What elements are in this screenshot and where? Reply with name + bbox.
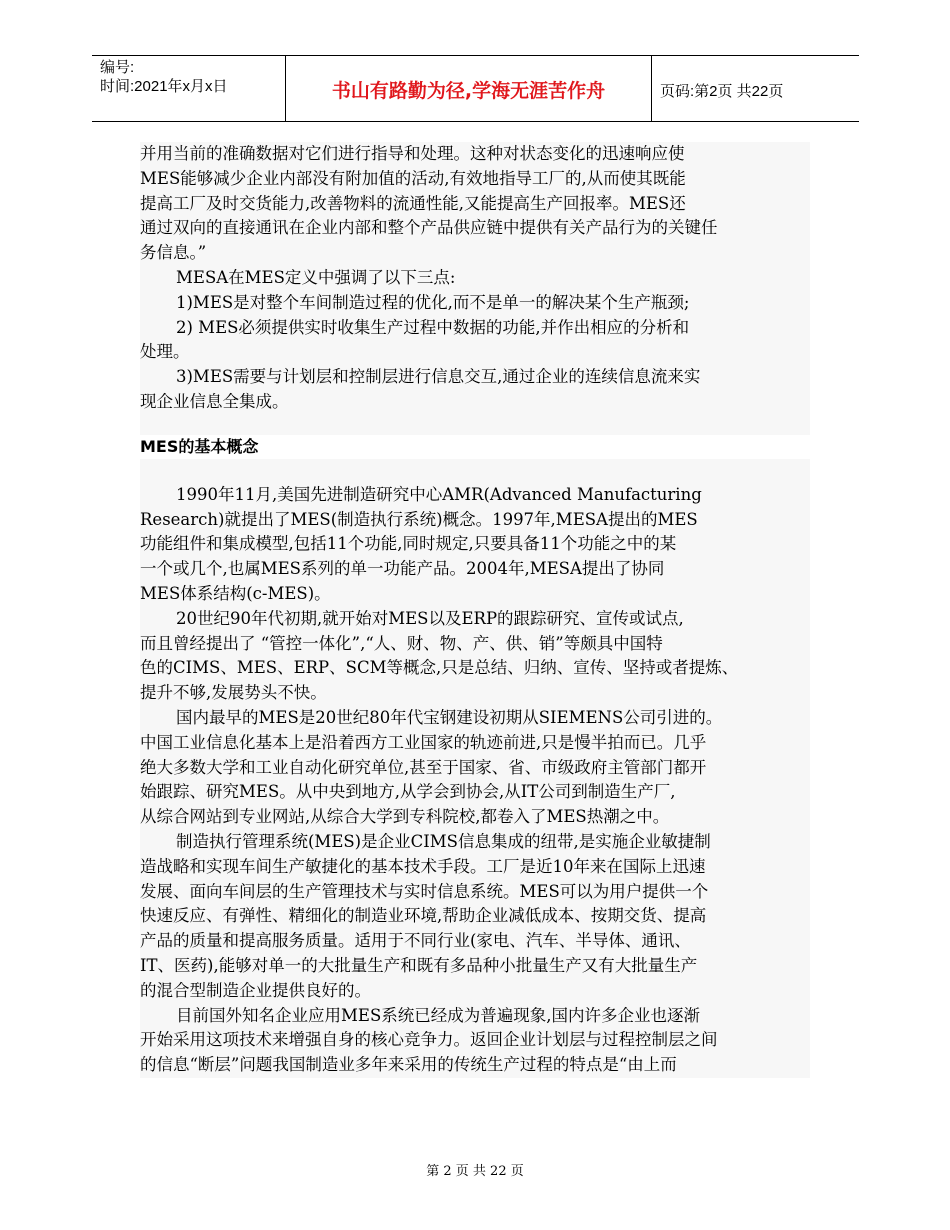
- header-motto: 书山有路勤为径,学海无涯苦作舟: [331, 80, 606, 102]
- text-line: 造战略和实现车间生产敏捷化的基本技术手段。工厂是近10年来在国际上迅速: [140, 856, 706, 876]
- text-line: MES能够减少企业内部没有附加值的活动,有效地指导工厂的,从而使其既能: [140, 168, 686, 188]
- text-line: IT、医药),能够对单一的大批量生产和既有多品种小批量生产又有大批量生产: [140, 955, 698, 975]
- text-line: 提高工厂及时交货能力,改善物料的流通性能,又能提高生产回报率。MES还: [140, 193, 686, 213]
- text-line: 的混合型制造企业提供良好的。: [140, 980, 371, 1000]
- text-line: 1)MES是对整个车间制造过程的优化,而不是单一的解决某个生产瓶颈;: [176, 292, 690, 312]
- text-line: MESA在MES定义中强调了以下三点:: [176, 267, 456, 287]
- section-heading: MES的基本概念: [140, 435, 810, 459]
- text-line: 从综合网站到专业网站,从综合大学到专科院校,都卷入了MES热潮之中。: [140, 807, 670, 827]
- text-line: 1990年11月,美国先进制造研究中心AMR(Advanced Manufacturing: [176, 484, 702, 504]
- text-line: 提升不够,发展势头不快。: [140, 683, 327, 703]
- header-divider-right: [651, 55, 652, 122]
- header-number-label: 编号:: [100, 59, 135, 76]
- paragraph-1: [140, 142, 810, 266]
- text-line: 3)MES需要与计划层和控制层进行信息交互,通过企业的连续信息流来实: [176, 367, 701, 387]
- text-line: 始跟踪、研究MES。从中央到地方,从学会到协会,从IT公司到制造生产厂,: [140, 782, 676, 802]
- text-line: 中国工业信息化基本上是沿着西方工业国家的轨迹前进,只是慢半拍而已。几乎: [140, 732, 707, 752]
- text-line: 处理。: [140, 342, 190, 362]
- text-line: 制造执行管理系统(MES)是企业CIMS信息集成的纽带,是实施企业敏捷制: [176, 831, 711, 851]
- text-line: 20世纪90年代初期,就开始对MES以及ERP的跟踪研究、宣传或试点,: [176, 608, 684, 628]
- paragraph-5: [140, 365, 810, 415]
- paragraph-4: [140, 316, 810, 366]
- header-meta: [100, 58, 228, 96]
- text-line: Research)就提出了MES(制造执行系统)概念。1997年,MESA提出的MES: [140, 509, 698, 529]
- text-line: 并用当前的准确数据对它们进行指导和处理。这种对状态变化的迅速响应使: [140, 144, 685, 163]
- text-line: 产品的质量和提高服务质量。适用于不同行业(家电、汽车、半导体、通讯、: [140, 931, 691, 951]
- text-line: 目前国外知名企业应用MES系统已经成为普遍现象,国内许多企业也逐渐: [176, 1005, 700, 1025]
- text-line: 功能组件和集成模型,包括11个功能,同时规定,只要具备11个功能之中的某: [140, 534, 677, 554]
- text-line: MES体系结构(c-MES)。: [140, 583, 331, 603]
- paragraph-3: [140, 291, 810, 316]
- text-line: 一个或几个,也属MES系列的单一功能产品。2004年,MESA提出了协同: [140, 559, 665, 579]
- paragraph-9: [140, 830, 810, 1004]
- text-line: 快速反应、有弹性、精细化的制造业环境,帮助企业减低成本、按期交货、提高: [140, 906, 707, 926]
- text-line: 而且曾经提出了 “管控一体化”,“人、财、物、产、供、销”等颇具中国特: [140, 633, 663, 653]
- text-line: 开始采用这项技术来增强自身的核心竞争力。返回企业计划层与过程控制层之间: [140, 1030, 718, 1050]
- text-line: 现企业信息全集成。: [140, 391, 289, 411]
- text-line: 2) MES必须提供实时收集生产过程中数据的功能,并作出相应的分析和: [176, 317, 690, 337]
- paragraph-7: [140, 607, 810, 706]
- paragraph-6: [140, 483, 810, 607]
- header-top-rule: [92, 55, 859, 56]
- header-divider-left: [285, 55, 286, 122]
- paragraph-10: [140, 1004, 810, 1078]
- header-bottom-rule: [92, 121, 859, 122]
- text-line: 色的CIMS、MES、ERP、SCM等概念,只是总结、归纳、宣传、坚持或者提炼、: [140, 658, 739, 678]
- paragraph-2: [140, 266, 810, 291]
- header-time-label: 时间:2021年x月x日: [100, 78, 228, 95]
- paragraph-8: [140, 706, 810, 830]
- text-line: 的信息“断层”问题我国制造业多年来采用的传统生产过程的特点是“由上而: [140, 1055, 677, 1075]
- document-body: [140, 142, 810, 1078]
- text-line: 务信息。”: [140, 243, 207, 263]
- text-line: 国内最早的MES是20世纪80年代宝钢建设初期从SIEMENS公司引进的。: [176, 707, 723, 727]
- header-page-info: 页码:第2页 共22页: [660, 83, 784, 100]
- text-line: 通过双向的直接通讯在企业内部和整个产品供应链中提供有关产品行为的关键任: [140, 218, 718, 238]
- text-line: 绝大多数大学和工业自动化研究单位,甚至于国家、省、市级政府主管部门都开: [140, 757, 707, 777]
- page-footer: 第 2 页 共 22 页: [426, 1164, 524, 1179]
- text-line: 发展、面向车间层的生产管理技术与实时信息系统。MES可以为用户提供一个: [140, 881, 709, 901]
